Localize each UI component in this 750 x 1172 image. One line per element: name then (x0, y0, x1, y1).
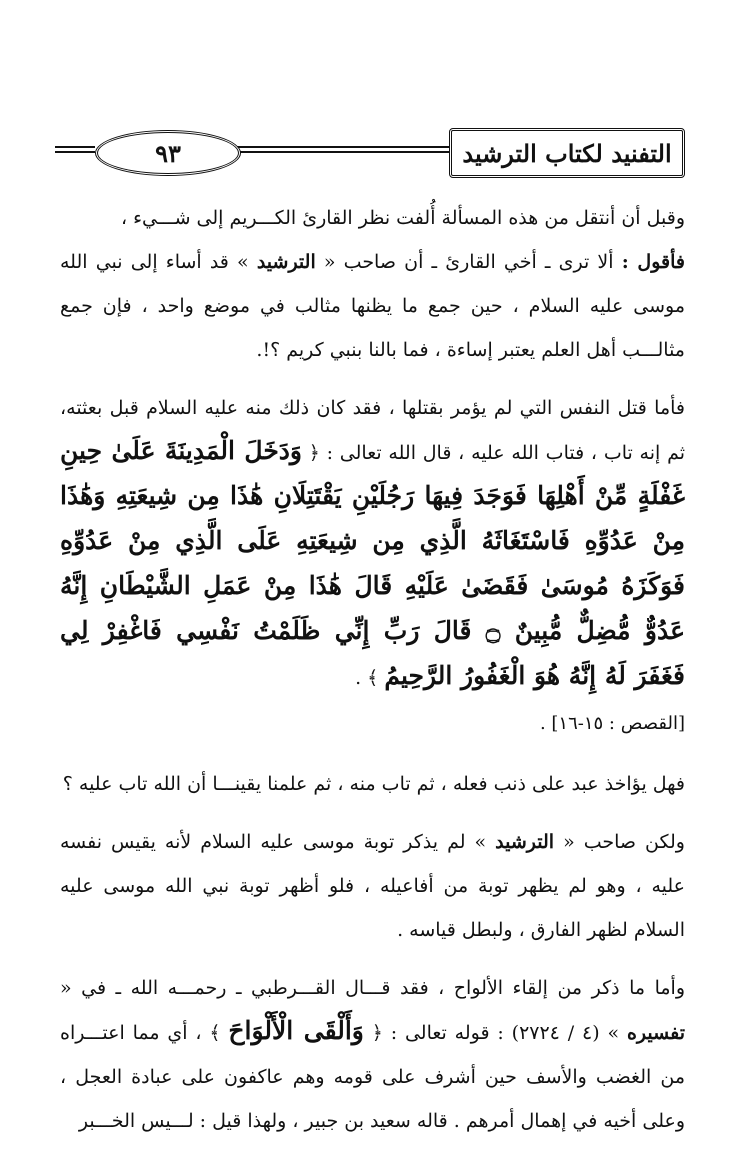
paragraph-5-book-name: الترشيد (495, 831, 555, 853)
paragraph-2 (60, 240, 685, 372)
header-rule-right (235, 146, 455, 148)
paragraph-6-text-c: ﴾ ، أي مما اعتـــراه من الغضب والأسف حين أشرف على قومه وهم عاكفون على عبادة العجل ، وعلى أخيه في إهمال أمرهم . قاله سعيد بن جبير ، ولهذا قيل : لـــيس الخـــبر (60, 1022, 685, 1132)
page-header (55, 120, 685, 184)
paragraph-2-book-name: الترشيد (256, 251, 316, 273)
paragraph-5-text-a: ولكن صاحب « (554, 831, 685, 853)
paragraph-3-intro: فأما قتل النفس التي لم يؤمر بقتلها ، فقد كان ذلك منه عليه السلام قبل بعثته، ثم إنه تاب ، فتاب الله عليه ، قال الله تعالى : ﴿ (60, 397, 686, 464)
paragraph-6-tafsir: تفسيره (626, 1022, 685, 1044)
paragraph-6-text-b: » (٤ / ٢٧٢٤) : قوله تعالى : ﴿ (363, 1022, 627, 1044)
paragraph-4: فهل يؤاخذ عبد على ذنب فعله ، ثم تاب منه ، ثم علمنا يقينـــا أن الله تاب عليه ؟ (62, 773, 685, 795)
page-body (60, 196, 685, 1157)
paragraph-1: وقبل أن أنتقل من هذه المسألة أُلفت نظر القارئ الكـــريم إلى شـــيء ، (120, 207, 685, 229)
header-rule-right-2 (235, 151, 455, 153)
header-rule-left-2 (55, 151, 95, 153)
paragraph-5-text-b: » لم يذكر توبة موسى عليه السلام لأنه يقيس نفسه عليه ، وهو لم يظهر توبة من أفاعيله ، فلو أظهر توبة نبي الله موسى عليه السلام لظهر الفارق ، ولبطل قياسه . (60, 831, 685, 941)
paragraph-5 (60, 820, 685, 952)
paragraph-2-text-a: ألا ترى ـ أخي القارئ ـ أن صاحب « (315, 251, 622, 273)
paragraph-6-text-a: وأما ما ذكر من إلقاء الألواح ، فقد قـــال القـــرطبي ـ رحمـــه الله ـ في « (60, 977, 685, 999)
quran-verse-alwah: وَأَلْقَى الْأَلْوَاحَ (228, 1016, 364, 1045)
quran-verse-qasas: وَدَخَلَ الْمَدِينَةَ عَلَىٰ حِينِ غَفْلَةٍ مِّنْ أَهْلِهَا فَوَجَدَ فِيهَا رَجُلَيْنِ يَقْتَتِلَانِ هَٰذَا مِن شِيعَتِهِ وَهَٰذَا مِنْ عَدُوِّهِ فَاسْتَغَاثَهُ الَّذِي مِن شِيعَتِهِ عَلَى الَّذِي مِنْ عَدُوِّهِ فَوَكَزَهُ مُوسَىٰ فَقَضَىٰ عَلَيْهِ قَالَ هَٰذَا مِنْ عَمَلِ الشَّيْطَانِ إِنَّهُ عَدُوٌّ مُّضِلٌّ مُّبِينٌ ۝ قَالَ رَبِّ إِنِّي ظَلَمْتُ نَفْسِي فَاغْفِرْ لِي فَغَفَرَ لَهُ إِنَّهُ هُوَ الْغَفُورُ الرَّحِيمُ (60, 436, 685, 690)
page-number: ٩٣ (95, 130, 241, 176)
paragraph-6 (60, 966, 685, 1143)
verse-reference: [القصص : ١٥-١٦] . (539, 713, 685, 734)
paragraph-3 (60, 386, 685, 700)
paragraph-2-lead: فأقول : (621, 251, 686, 273)
paragraph-2-text-b: » قد أساء إلى نبي الله موسى عليه السلام ، حين جمع ما يظنها مثالب في موضع واحد ، فإن جمع مثالـــب أهل العلم يعتبر إساءة ، فما بالنا بنبي كريم ؟!. (60, 251, 685, 361)
running-title: التفنيد لكتاب الترشيد (449, 128, 685, 178)
header-rule-left (55, 146, 95, 148)
paragraph-3-close: ﴾ . (355, 667, 385, 689)
